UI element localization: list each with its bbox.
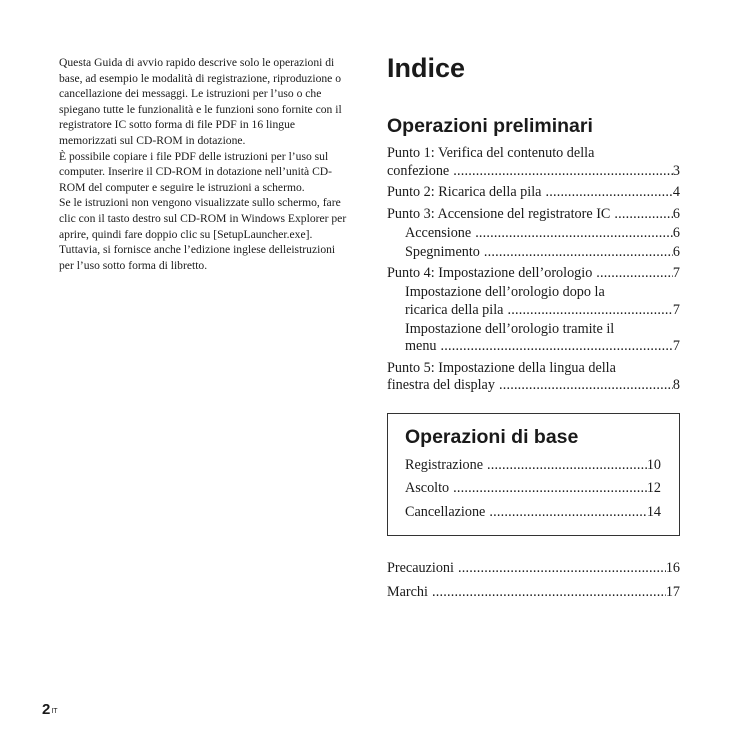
dot-leader [458, 560, 666, 578]
toc-entry-accensione[interactable] [387, 225, 680, 243]
intro-paragraph: Tuttavia, si fornisce anche l’edizione inglese delleistruzioni per l’uso sotto forma di libretto. [59, 243, 336, 272]
toc-entry-title: ricarica della pila [405, 301, 504, 318]
dot-leader [614, 206, 673, 224]
toc-entry-marchi[interactable] [387, 584, 680, 602]
dot-leader [475, 225, 673, 243]
toc-title: Indice [387, 53, 466, 83]
toc-entry-punto-5[interactable] [387, 360, 680, 395]
language-code: IT [51, 708, 58, 715]
toc-entry-page: 4 [672, 184, 680, 200]
dot-leader [507, 302, 672, 320]
section-heading-preliminari: Operazioni preliminari [387, 115, 593, 137]
toc-entry-page: 17 [665, 583, 680, 600]
toc-entry-title: Spegnimento [405, 243, 480, 260]
toc-entry-title: Marchi [387, 583, 428, 600]
toc-entry-registrazione[interactable] [405, 457, 661, 475]
basic-operations-box [387, 413, 680, 537]
dot-leader [441, 338, 673, 356]
toc-entry-title: Accensione [405, 224, 472, 241]
toc-entry-page: 7 [672, 338, 680, 354]
toc-entry-page: 7 [672, 301, 680, 318]
toc-entry-title: Punto 4: Impostazione dell’orologio [387, 265, 593, 281]
toc-entry-title: Cancellazione [405, 503, 486, 520]
toc-entry-page: 16 [665, 560, 680, 576]
toc-tail [387, 560, 680, 601]
page-number-value: 2 [42, 701, 51, 718]
dot-leader [453, 480, 647, 498]
page-number [42, 700, 58, 720]
toc-entry-title: Impostazione dell’orologio tramite il [405, 320, 615, 337]
section-heading-base: Operazioni di base [405, 425, 579, 448]
toc-entry-punto-3[interactable] [387, 206, 680, 224]
toc-entry-page: 8 [672, 377, 680, 393]
intro-text [59, 55, 351, 273]
toc-entry-punto-4[interactable] [387, 265, 680, 283]
dot-leader [545, 184, 672, 202]
toc-entry-title: Punto 2: Ricarica della pila [387, 184, 542, 200]
toc-entry-title: Impostazione dell’orologio dopo la [405, 284, 605, 300]
toc-entry-title: Punto 5: Impostazione della lingua della [387, 359, 616, 376]
toc-entry-spegnimento[interactable] [387, 244, 680, 262]
toc-entry-ascolto[interactable] [405, 480, 661, 498]
toc-entry-title: Precauzioni [387, 560, 454, 576]
table-of-contents [387, 51, 680, 607]
toc-entry-page: 3 [672, 162, 680, 179]
intro-paragraph: Se le istruzioni non vengono visualizzate sullo schermo, fare clic con il tasto destro sul CD-ROM in Windows Explorer per aprire, quindi fare doppio clic su [SetupLauncher.exe]. [59, 196, 347, 241]
toc-entry-title: Registrazione [405, 456, 484, 473]
toc-entry-page: 12 [646, 480, 661, 496]
toc-entry-title: confezione [387, 162, 450, 179]
dot-leader [489, 504, 646, 522]
toc-entry-page: 6 [672, 205, 680, 222]
dot-leader [432, 584, 666, 602]
toc-entry-title: finestra del display [387, 377, 495, 393]
dot-leader [484, 244, 673, 262]
toc-entry-page: 14 [646, 503, 661, 520]
toc-entry-page: 7 [672, 265, 680, 281]
toc-entry-page: 6 [672, 243, 680, 260]
dot-leader [453, 163, 673, 181]
toc-entry-title: Punto 1: Verifica del contenuto della [387, 145, 595, 161]
toc-entry-title: Punto 3: Accensione del registratore IC [387, 205, 611, 222]
intro-paragraph: Questa Guida di avvio rapido descrive solo le operazioni di base, ad esempio le modalità di registrazione, riproduzione o cancellazione dei messaggi. Le istruzioni per l’uso o che spiegano tutte le funzionalità e le funzioni sono fornite con il registratore IC sotto forma di file PDF in 16 lingue memorizzati sul CD-ROM in dotazione. [59, 56, 342, 147]
toc-entry-page: 10 [646, 456, 661, 473]
toc-entry-page: 6 [672, 224, 680, 241]
toc-entry-precauzioni[interactable] [387, 560, 680, 578]
toc-entry-punto-1[interactable] [387, 145, 680, 180]
intro-paragraph: È possibile copiare i file PDF delle istruzioni per l’uso sul computer. Inserire il CD-ROM in dotazione nell’unità CD-ROM del computer e seguire le istruzioni a schermo. [59, 149, 333, 194]
dot-leader [487, 457, 647, 475]
toc-entry-title: menu [405, 338, 437, 354]
dot-leader [596, 265, 673, 283]
dot-leader [499, 377, 673, 395]
toc-entry-punto-2[interactable] [387, 184, 680, 202]
toc-entry-orologio-pila[interactable] [387, 284, 680, 319]
toc-entry-title: Ascolto [405, 480, 450, 496]
toc-entry-orologio-menu[interactable] [387, 321, 680, 356]
toc-entry-cancellazione[interactable] [405, 504, 661, 522]
